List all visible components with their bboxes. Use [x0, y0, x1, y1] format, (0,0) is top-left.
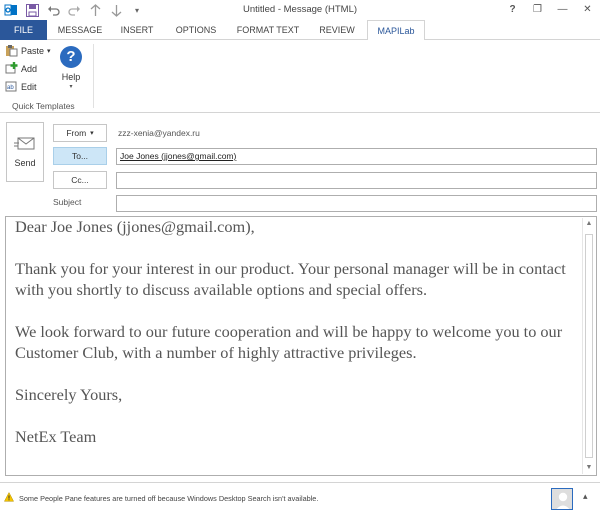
close-icon[interactable]: ✕ — [583, 4, 592, 15]
from-address: zzz-xenia@yandex.ru — [118, 128, 200, 138]
ribbon — [0, 40, 600, 113]
subject-field[interactable] — [116, 195, 597, 212]
tab-options[interactable]: OPTIONS — [175, 25, 217, 35]
minimize-icon[interactable]: — — [557, 4, 568, 15]
people-pane-notice — [4, 492, 318, 504]
paste-label: Paste — [21, 46, 45, 56]
body-signature: NetEx Team — [15, 427, 97, 446]
cc-field[interactable] — [116, 172, 597, 189]
send-icon — [14, 136, 36, 154]
message-body-content[interactable] — [15, 217, 578, 468]
scroll-down-icon[interactable]: ▼ — [585, 464, 593, 471]
body-greeting: Dear Joe Jones (jjones@gmail.com), — [15, 217, 255, 236]
tab-review[interactable]: REVIEW — [319, 25, 355, 35]
edit-icon — [5, 80, 18, 95]
people-pane — [0, 482, 600, 513]
add-icon — [5, 62, 18, 77]
group-label-quick-templates: Quick Templates — [12, 101, 75, 111]
title-bar — [0, 0, 600, 20]
group-separator — [93, 44, 94, 108]
from-button-label: From — [66, 128, 87, 138]
help-button[interactable] — [58, 46, 84, 90]
help-label: Help — [61, 72, 81, 82]
paste-button[interactable] — [5, 43, 51, 59]
message-body-editor[interactable] — [5, 216, 597, 476]
tab-file[interactable]: FILE — [0, 20, 47, 40]
tab-mapilab[interactable]: MAPILab — [367, 20, 425, 41]
ribbon-tabs — [0, 20, 600, 40]
customize-icon[interactable]: ▾ — [134, 5, 139, 15]
to-recipient[interactable]: Joe Jones (jjones@gmail.com) — [120, 151, 237, 161]
paste-icon — [5, 44, 18, 59]
send-label: Send — [14, 158, 36, 168]
body-closing: Sincerely Yours, — [15, 385, 123, 404]
add-label: Add — [21, 64, 38, 74]
from-dropdown-icon: ▾ — [90, 130, 94, 137]
restore-icon[interactable]: ❐ — [533, 4, 542, 15]
body-paragraph-2: We look forward to our future cooperation and will be happy to welcome you to our Customer Club, with a number of highly attractive privileges. — [15, 322, 563, 362]
help-dropdown-icon: ▾ — [69, 84, 73, 90]
window-controls — [500, 1, 600, 18]
to-button[interactable] — [53, 147, 107, 165]
edit-button[interactable] — [5, 79, 37, 95]
send-button[interactable] — [6, 122, 44, 182]
people-pane-message: Some People Pane features are turned off because Windows Desktop Search isn't available. — [19, 493, 319, 503]
tab-insert[interactable]: INSERT — [120, 25, 154, 35]
body-paragraph-1: Thank you for your interest in our product. Your personal manager will be in contact with you shortly to discuss available options and special offers. — [15, 259, 566, 299]
subject-label: Subject — [53, 197, 82, 207]
expand-people-pane-icon[interactable]: ▴ — [583, 491, 588, 501]
to-field[interactable] — [116, 148, 597, 165]
paste-dropdown-icon: ▾ — [47, 48, 51, 55]
scroll-thumb[interactable] — [585, 234, 593, 458]
vertical-scrollbar[interactable] — [582, 218, 595, 474]
edit-label: Edit — [21, 82, 37, 92]
scroll-up-icon[interactable]: ▲ — [585, 220, 593, 227]
window-title: Untitled - Message (HTML) — [242, 4, 358, 15]
add-button[interactable] — [5, 61, 37, 77]
avatar[interactable] — [551, 488, 573, 510]
cc-button-label: Cc... — [71, 175, 89, 185]
help-icon[interactable]: ? — [509, 4, 516, 15]
to-button-label: To... — [71, 151, 89, 161]
warning-icon — [4, 492, 14, 504]
tab-message[interactable]: MESSAGE — [57, 25, 103, 35]
from-button[interactable] — [53, 124, 107, 142]
svg-text:ab: ab — [7, 84, 14, 91]
tab-format-text[interactable]: FORMAT TEXT — [236, 25, 300, 35]
help-circle-icon: ? — [60, 46, 82, 68]
cc-button[interactable] — [53, 171, 107, 189]
